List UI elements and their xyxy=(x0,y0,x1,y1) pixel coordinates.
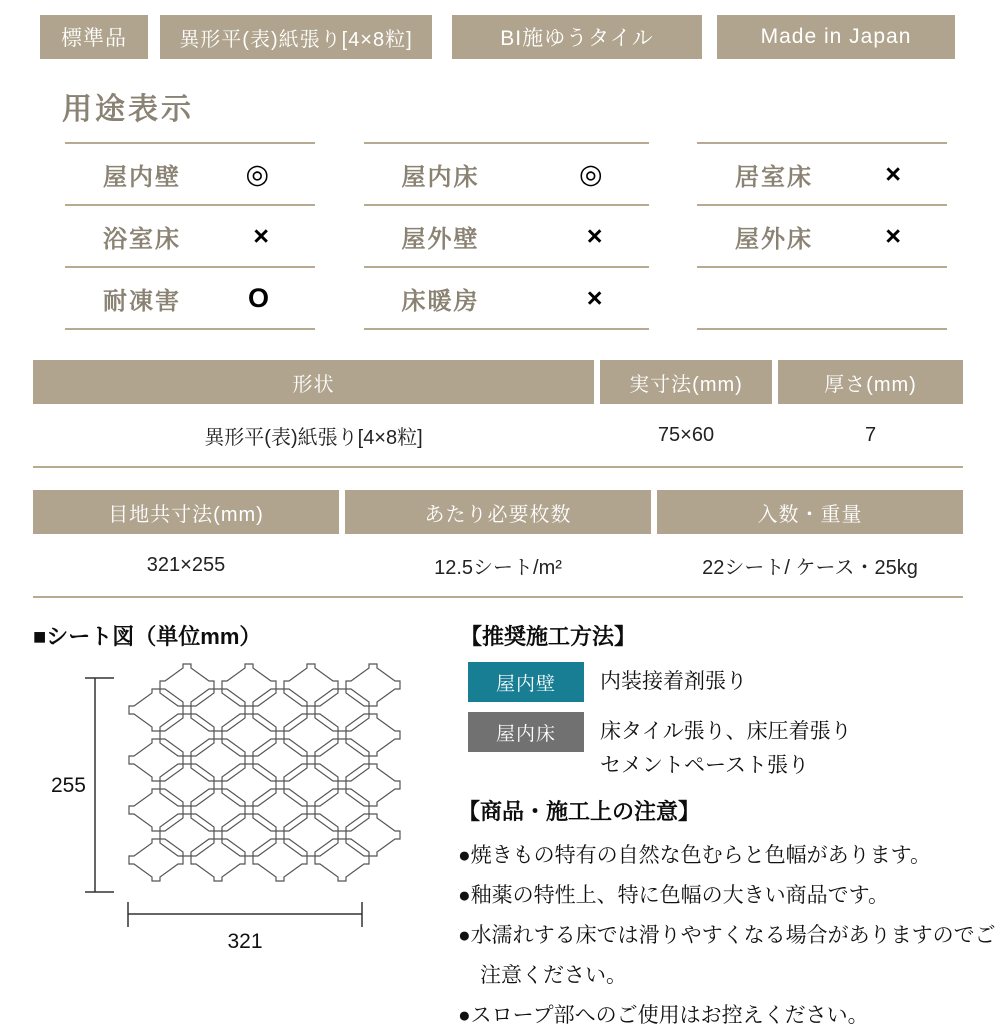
packing-spec-value-row xyxy=(33,534,963,598)
value-actual-size: 75×60 xyxy=(657,423,715,446)
usage-section-title: 用途表示 xyxy=(62,93,194,126)
usage-symbol: × xyxy=(253,220,269,251)
usage-row-outdoor-wall xyxy=(364,204,649,266)
shape-spec-value-row xyxy=(33,404,963,468)
usage-row-floor-heating xyxy=(364,266,649,328)
badge-shape-spec: 異形平(表)紙張り[4×8粒] xyxy=(160,15,432,59)
usage-row-empty xyxy=(697,266,947,328)
top-badge-row xyxy=(40,15,955,59)
install-method-indoor-wall xyxy=(468,662,993,702)
usage-symbol: × xyxy=(586,282,603,313)
usage-column-3 xyxy=(697,142,947,330)
usage-symbol: ◎ xyxy=(245,158,269,189)
note-item: ●水濡れする床では滑りやすくなる場合がありますのでご注意ください。 xyxy=(458,924,996,987)
header-shape: 形状 xyxy=(33,360,594,404)
height-dimension-line xyxy=(85,678,114,892)
indoor-wall-method-text xyxy=(600,662,747,699)
usage-symbol: ◎ xyxy=(578,158,603,189)
method-line: 床タイル張り、床圧着張り xyxy=(600,720,852,743)
note-item: ●焼きもの特有の自然な色むらと色幅があります。 xyxy=(458,844,932,867)
usage-row-bathroom-floor xyxy=(65,204,315,266)
header-sheets-needed: あたり必要枚数 xyxy=(345,490,651,534)
sheet-diagram xyxy=(40,650,470,980)
usage-row-outdoor-floor xyxy=(697,204,947,266)
usage-label: 屋内床 xyxy=(401,163,480,191)
usage-label: 屋内壁 xyxy=(103,163,181,191)
shape-spec-header-row xyxy=(33,360,963,404)
notes-section-title: 【商品・施工上の注意】 xyxy=(458,799,701,824)
value-joint-size: 321×255 xyxy=(146,553,226,576)
header-joint-size: 目地共寸法(mm) xyxy=(33,490,339,534)
value-shape: 異形平(表)紙張り[4×8粒] xyxy=(204,426,423,449)
usage-column-1 xyxy=(65,142,315,330)
indoor-floor-method-text xyxy=(600,712,852,783)
usage-label: 居室床 xyxy=(735,163,813,191)
usage-symbol: × xyxy=(885,220,901,251)
usage-label: 耐凍害 xyxy=(103,287,181,315)
note-item: ●スロープ部へのご使用はお控えください。 xyxy=(458,1004,869,1027)
usage-label: 床暖房 xyxy=(401,287,480,315)
value-sheets-needed: 12.5シート/m² xyxy=(434,556,562,579)
install-method-indoor-floor xyxy=(468,712,993,783)
width-dimension-line xyxy=(128,902,362,927)
tile-lattice xyxy=(129,664,400,881)
usage-row-indoor-wall xyxy=(65,142,315,204)
badge-glazed-tile: BI施ゆうタイル xyxy=(452,15,702,59)
usage-symbol: × xyxy=(885,158,901,189)
badge-standard-item: 標準品 xyxy=(40,15,148,59)
sheet-diagram-title: ■シート図（単位mm） xyxy=(33,624,262,649)
usage-row-frost-resistance xyxy=(65,266,315,328)
indoor-wall-badge: 屋内壁 xyxy=(468,662,584,702)
install-methods xyxy=(468,662,993,793)
usage-row-indoor-floor xyxy=(364,142,649,204)
packing-spec-table xyxy=(33,490,963,598)
note-item: ●釉薬の特性上、特に色幅の大きい商品です。 xyxy=(458,884,890,907)
usage-label: 屋外床 xyxy=(735,225,813,253)
value-thickness: 7 xyxy=(864,423,877,446)
notes-section xyxy=(458,795,998,1036)
usage-symbol: O xyxy=(247,282,269,313)
width-dimension-label: 321 xyxy=(227,930,263,953)
header-qty-weight: 入数・重量 xyxy=(657,490,963,534)
height-dimension-label: 255 xyxy=(50,774,86,797)
method-line: セメントペースト張り xyxy=(600,754,809,777)
indoor-floor-badge: 屋内床 xyxy=(468,712,584,752)
header-thickness: 厚さ(mm) xyxy=(778,360,963,404)
usage-table xyxy=(65,142,947,330)
header-actual-size: 実寸法(mm) xyxy=(600,360,772,404)
method-line: 内装接着剤張り xyxy=(600,670,747,693)
usage-symbol: × xyxy=(586,220,603,251)
usage-label: 浴室床 xyxy=(103,225,181,253)
install-section-title: 【推奨施工方法】 xyxy=(460,624,637,649)
usage-label: 屋外壁 xyxy=(401,225,480,253)
badge-made-in-japan: Made in Japan xyxy=(717,15,955,59)
packing-spec-header-row xyxy=(33,490,963,534)
usage-row-living-room-floor xyxy=(697,142,947,204)
shape-spec-table xyxy=(33,360,963,468)
value-qty-weight: 22シート/ ケース・25kg xyxy=(702,556,918,579)
usage-column-2 xyxy=(364,142,649,330)
